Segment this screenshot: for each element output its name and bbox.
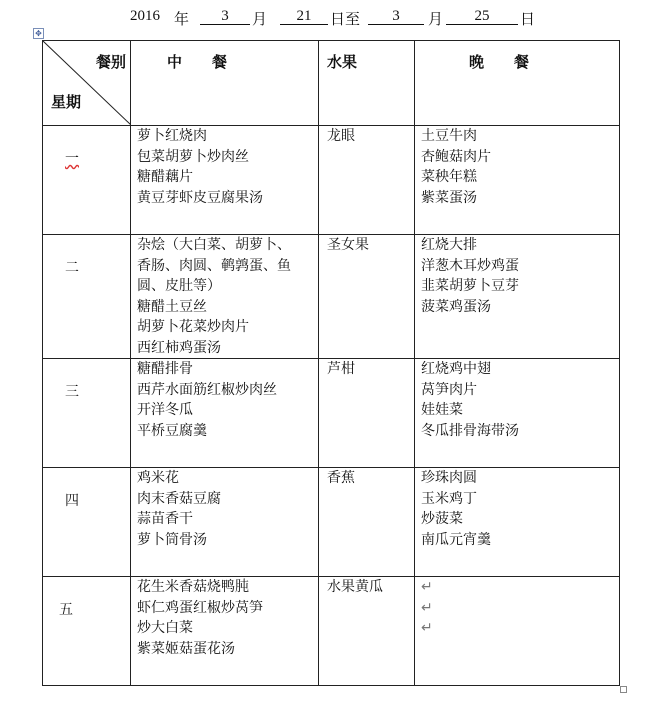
lunch-cell [131,359,319,468]
lunch-item: 糖醋排骨 [137,361,193,377]
header-fruit-cell [319,41,415,126]
from-day: 21 [280,8,328,25]
lunch-item: 糖醋土豆丝 [137,298,207,315]
dinner-item: 珍珠肉圆 [421,470,477,486]
lunch-cell [131,577,319,686]
lunch-item: 西红柿鸡蛋汤 [137,339,221,356]
dinner-item: 炒菠菜 [421,511,463,527]
weekday-cell [43,577,131,686]
header-meal-type: 餐别 [95,53,126,71]
lunch-item: 萝卜筒骨汤 [137,531,207,548]
dinner-item: 玉米鸡丁 [421,490,477,507]
fruit-item: 圣女果 [327,237,369,253]
header-dinner: 晚 餐 [469,53,530,71]
lunch-item: 胡萝卜花菜炒肉片 [137,319,249,335]
weekly-menu-table [42,40,620,686]
fruit-cell [319,359,415,468]
dinner-item: 菜秧年糕 [421,169,477,185]
fruit-item: 龙眼 [327,128,355,144]
dinner-item: 冬瓜排骨海带汤 [421,422,519,439]
to-day: 25 [446,8,518,25]
lunch-item: 包菜胡萝卜炒肉丝 [137,148,249,165]
day-unit: 日 [520,12,536,28]
dinner-item: 南瓜元宵羹 [421,531,491,548]
month-unit-2: 月 [428,12,444,28]
lunch-item: 西芹水面筋红椒炒肉丝 [137,381,277,398]
dinner-cell [415,468,620,577]
dinner-cell [415,359,620,468]
header-weekday: 星期 [51,93,82,111]
year-unit: 年 [174,12,190,28]
fruit-cell [319,235,415,359]
lunch-item: 鸡米花 [137,470,179,486]
fruit-item: 芦柑 [327,361,355,377]
menu-date-range [0,8,667,32]
lunch-item: 黄豆芽虾皮豆腐果汤 [137,189,263,206]
fruit-item: 水果黄瓜 [327,579,383,595]
table-resize-handle-icon[interactable] [620,686,627,693]
fruit-item: 香蕉 [327,470,355,486]
weekday-label: 四 [65,493,79,509]
header-fruit: 水果 [327,53,358,71]
weekday-label: 五 [59,602,73,618]
dinner-item: 杏鲍菇肉片 [421,148,491,165]
weekday-label: 三 [65,384,79,400]
lunch-cell [131,468,319,577]
weekday-cell [43,359,131,468]
diagonal-header-cell [43,41,131,126]
dinner-cell [415,126,620,235]
dinner-item: 紫菜蛋汤 [421,189,477,206]
lunch-item: 花生米香菇烧鸭肫 [137,579,249,595]
lunch-cell [131,235,319,359]
lunch-item: 糖醋藕片 [137,169,193,185]
fruit-cell [319,468,415,577]
table-row [43,126,620,235]
lunch-item: 杂烩（大白菜、胡萝卜、 [137,237,291,253]
dinner-cell [415,235,620,359]
weekday-cell [43,126,131,235]
from-month: 3 [200,8,250,25]
table-move-handle-icon[interactable]: ✥ [33,28,44,39]
fruit-cell [319,577,415,686]
table-row [43,359,620,468]
dinner-cell [415,577,620,686]
lunch-item: 萝卜红烧肉 [137,128,207,144]
year: 2016 [130,8,160,24]
dinner-item: 洋葱木耳炒鸡蛋 [421,257,519,274]
dinner-item: 莴笋肉片 [421,381,477,398]
fruit-cell [319,126,415,235]
table-row [43,468,620,577]
header-row [43,41,620,126]
dinner-item: 红烧鸡中翅 [421,361,491,377]
table-row [43,577,620,686]
lunch-item: 虾仁鸡蛋红椒炒莴笋 [137,599,263,616]
dinner-item: 红烧大排 [421,237,477,253]
dinner-item: 菠菜鸡蛋汤 [421,298,491,315]
header-lunch-cell [131,41,319,126]
weekday-label: 二 [65,260,79,276]
dinner-item: 土豆牛肉 [421,128,477,144]
weekday-label: 一 [65,151,79,167]
dinner-item: 娃娃菜 [421,402,463,418]
lunch-item: 香肠、肉圆、鹌鹑蛋、鱼 [137,257,291,274]
lunch-item: 肉末香菇豆腐 [137,490,221,507]
lunch-item: 炒大白菜 [137,620,193,636]
lunch-item: 圆、皮肚等） [137,278,221,294]
lunch-item: 开洋冬瓜 [137,402,193,418]
empty-paragraph-mark: ↵ [421,599,433,616]
day-to: 日至 [330,12,361,28]
dinner-item: 韭菜胡萝卜豆芽 [421,278,519,294]
weekday-cell [43,235,131,359]
table-row [43,235,620,359]
lunch-item: 蒜苗香干 [137,511,193,527]
lunch-item: 紫菜姬菇蛋花汤 [137,640,235,657]
month-unit-1: 月 [252,12,268,28]
lunch-item: 平桥豆腐羹 [137,422,207,439]
lunch-cell [131,126,319,235]
header-dinner-cell [415,41,620,126]
empty-paragraph-mark: ↵ [421,620,433,636]
header-lunch: 中 餐 [167,53,228,71]
weekday-cell [43,468,131,577]
to-month: 3 [368,8,424,25]
empty-paragraph-mark: ↵ [421,579,433,595]
